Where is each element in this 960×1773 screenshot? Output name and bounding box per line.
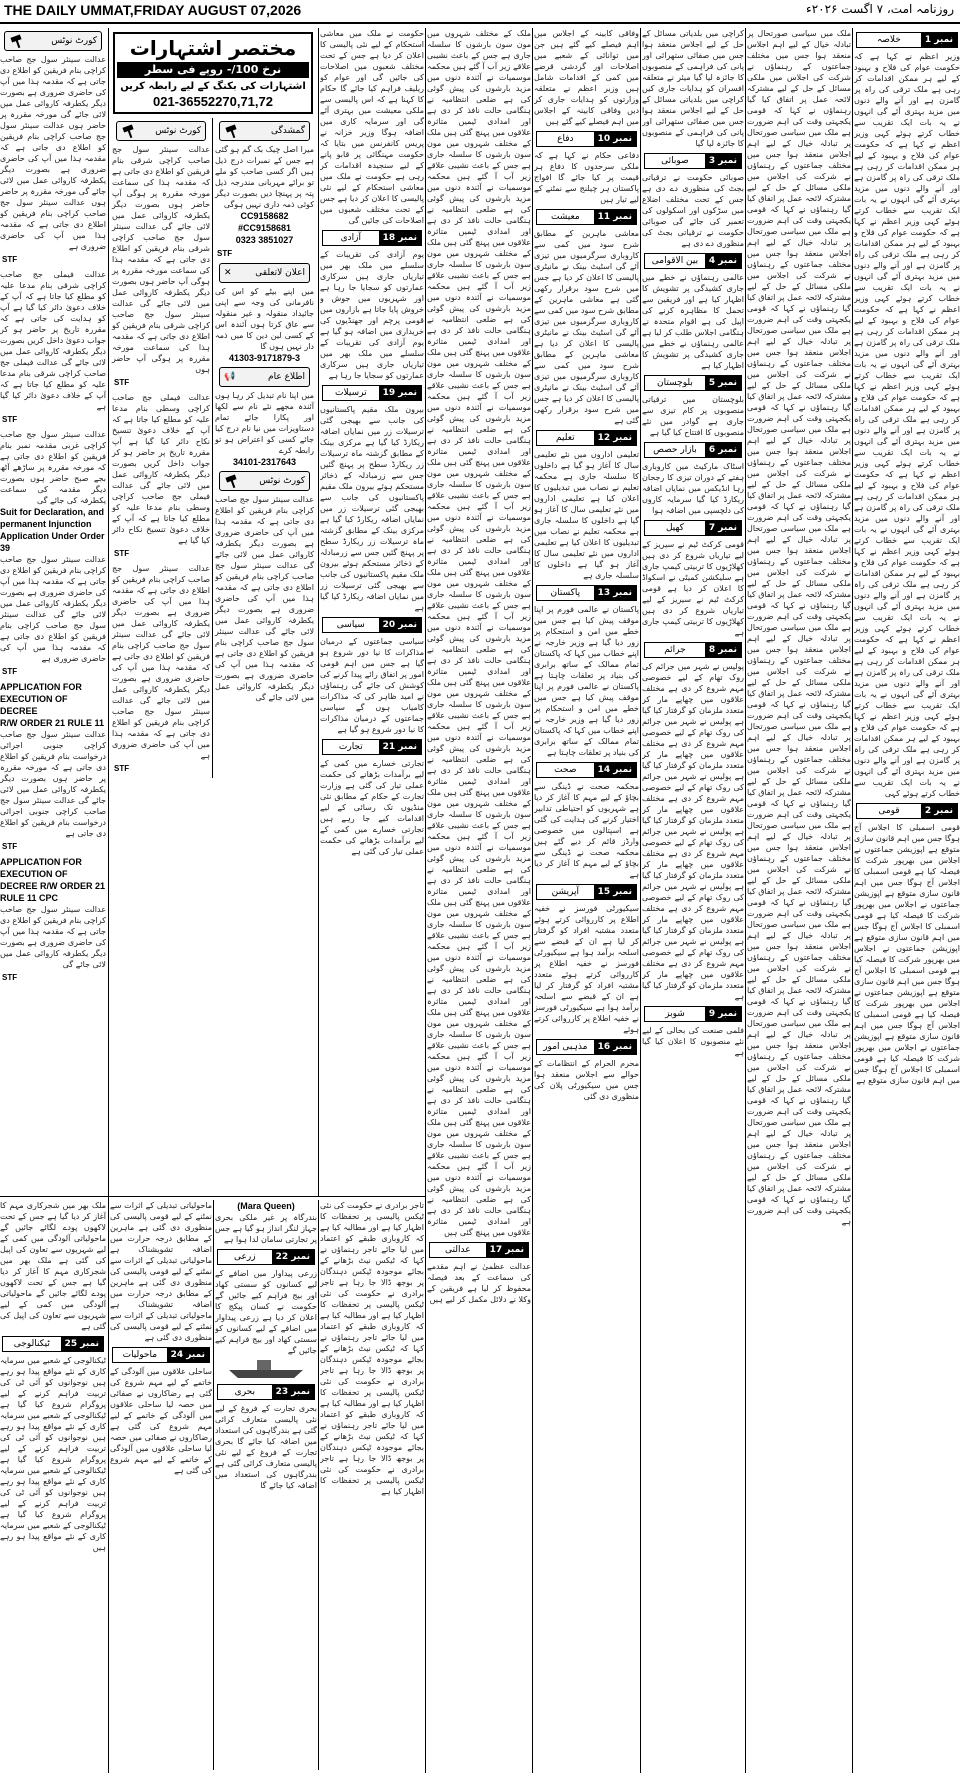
section-label: نمبر 24 ماحولیات (112, 1347, 210, 1363)
notice-text: عدالت سینئر سول جج صاحب کراچی بنام فریقین کو اطلاع دی جاتی ہے کہ مقدمہ ہذا میں آپ کی حاضری ضروری ہے بصورت دیگر یکطرفہ کاروائی عمل میں لائی جائے گی مورخہ مقررہ پر حاضر ہوں عدالت سینئر سول جج صاحب کراچی بنام فریقین کو اطلاع دی جاتی ہے کہ مقدمہ ہذا میں آپ کی حاضری ضروری ہے بصورت دیگر یکطرفہ کاروائی عمل میں لائی جائے گی مورخہ مقررہ پر حاضر ہوں عدالت سینئر سول جج صاحب کراچی بنام فریقین کو اطلاع دی جاتی ہے کہ مقدمہ ہذا میں آپ کی حاضری ضروری ہے (0, 55, 106, 251)
column-rule (318, 28, 319, 1196)
section-label: نمبر 21 تجارت (322, 739, 422, 755)
section-label: نمبر 9 شوبز (644, 1006, 742, 1022)
bottom-column-2: ماحولیاتی تبدیلی کے اثرات سے نمٹنے کے لیے قومی پالیسی کی منظوری دی گئی ہے ماہرین کے مطابق درجہ حرارت میں اضافہ تشویشناک ہے ماحولیاتی تبدیلی کے اثرات سے نمٹنے کے لیے قومی پالیسی کی منظوری دی گئی ہے ماہرین کے مطابق درجہ حرارت میں اضافہ تشویشناک ہے ماحولیاتی تبدیلی کے اثرات سے نمٹنے کے لیے قومی پالیسی کی منظوری دی گئی ہے نمبر 24 ماحولیات ساحلی علاقوں میں آلودگی کے خاتمے کے لیے مہم شروع کی گئی ہے رضاکاروں نے صفائی میں حصہ لیا ساحلی علاقوں میں آلودگی کے خاتمے کے لیے مہم شروع کی گئی ہے رضاکاروں نے صفائی میں حصہ لیا ساحلی علاقوں میں آلودگی کے خاتمے کے لیے مہم شروع کی گئی ہے (110, 1201, 212, 1475)
gavel-icon (224, 125, 242, 137)
column-rule (318, 1200, 319, 1770)
section-label: نمبر 22 زرعی (217, 1249, 315, 1265)
ad-rate: نرخ 100/- روپے فی سطر (117, 62, 309, 78)
section-label: نمبر 15 آپریشن (536, 884, 637, 900)
section-label: نمبر 19 ترسیلات (322, 385, 422, 401)
cross-icon: ✕ (224, 267, 232, 278)
ad-booking-text: اشتہارات کی بکنگ کے لیے رابطہ کریں (120, 81, 306, 92)
ad-title: مختصر اشتہارات (129, 36, 297, 60)
section-label: نمبر 14 صحت (536, 762, 637, 778)
news-column-7: ملک میں سیاسی صورتحال پر تبادلہ خیال کے لیے اہم اجلاس منعقد ہوا جس میں مختلف جماعتوں کے رہنماؤں نے شرکت کی اجلاس میں ملکی مسائل کے حل کے لیے مشترکہ لائحہ عمل پر اتفاق کیا گیا رہنماؤں نے کہا کہ قومی یکجہتی وقت کی اہم ضرورت ہے ملک میں سیاسی صورتحال پر تبادلہ خیال کے لیے اہم اجلاس منعقد ہوا جس میں مختلف جماعتوں کے رہنماؤں نے شرکت کی اجلاس میں ملکی مسائل کے حل کے لیے مشترکہ لائحہ عمل پر اتفاق کیا گیا رہنماؤں نے کہا کہ قومی یکجہتی وقت کی اہم ضرورت ہے ملک میں سیاسی صورتحال پر تبادلہ خیال کے لیے اہم اجلاس منعقد ہوا جس میں مختلف جماعتوں کے رہنماؤں نے شرکت کی اجلاس میں ملکی مسائل کے حل کے لیے مشترکہ لائحہ عمل پر اتفاق کیا گیا رہنماؤں نے کہا کہ قومی یکجہتی وقت کی اہم ضرورت ہے ملک میں سیاسی صورتحال پر تبادلہ خیال کے لیے اہم اجلاس منعقد ہوا جس میں مختلف جماعتوں کے رہنماؤں نے شرکت کی اجلاس میں ملکی مسائل کے حل کے لیے مشترکہ لائحہ عمل پر اتفاق کیا گیا رہنماؤں نے کہا کہ قومی یکجہتی وقت کی اہم ضرورت ہے ملک میں سیاسی صورتحال پر تبادلہ خیال کے لیے اہم اجلاس منعقد ہوا جس میں مختلف جماعتوں کے رہنماؤں نے شرکت کی اجلاس میں ملکی مسائل کے حل کے لیے مشترکہ لائحہ عمل پر اتفاق کیا گیا رہنماؤں نے کہا کہ قومی یکجہتی وقت کی اہم ضرورت ہے ملک میں سیاسی صورتحال پر تبادلہ خیال کے لیے اہم اجلاس منعقد ہوا جس میں مختلف جماعتوں کے رہنماؤں نے شرکت کی اجلاس میں ملکی مسائل کے حل کے لیے مشترکہ لائحہ عمل پر اتفاق کیا گیا رہنماؤں نے کہا کہ قومی یکجہتی وقت کی اہم ضرورت ہے ملک میں سیاسی صورتحال پر تبادلہ خیال کے لیے اہم اجلاس منعقد ہوا جس میں مختلف جماعتوں کے رہنماؤں نے شرکت کی اجلاس میں ملکی مسائل کے حل کے لیے مشترکہ لائحہ عمل پر اتفاق کیا گیا رہنماؤں نے کہا کہ قومی یکجہتی وقت کی اہم ضرورت ہے ملک میں سیاسی صورتحال پر تبادلہ خیال کے لیے اہم اجلاس منعقد ہوا جس میں مختلف جماعتوں کے رہنماؤں نے شرکت کی اجلاس میں ملکی مسائل کے حل کے لیے مشترکہ لائحہ عمل پر اتفاق کیا گیا رہنماؤں نے کہا کہ قومی یکجہتی وقت کی اہم ضرورت ہے ملک میں سیاسی صورتحال پر تبادلہ خیال کے لیے اہم اجلاس منعقد ہوا جس میں مختلف جماعتوں کے رہنماؤں نے شرکت کی اجلاس میں ملکی مسائل کے حل کے لیے مشترکہ لائحہ عمل پر اتفاق کیا گیا رہنماؤں نے کہا کہ قومی یکجہتی وقت کی اہم ضرورت ہے ملک میں سیاسی صورتحال پر تبادلہ خیال کے لیے اہم اجلاس منعقد ہوا جس میں مختلف جماعتوں کے رہنماؤں نے شرکت کی اجلاس میں ملکی مسائل کے حل کے لیے مشترکہ لائحہ عمل پر اتفاق کیا گیا رہنماؤں نے کہا کہ قومی یکجہتی وقت کی اہم ضرورت ہے ملک میں سیاسی صورتحال پر تبادلہ خیال کے لیے اہم اجلاس منعقد ہوا جس میں مختلف جماعتوں کے رہنماؤں نے شرکت کی اجلاس میں ملکی مسائل کے حل کے لیے مشترکہ لائحہ عمل پر اتفاق کیا گیا رہنماؤں نے کہا کہ قومی یکجہتی وقت کی اہم ضرورت ہے ملک میں سیاسی صورتحال پر تبادلہ خیال کے لیے اہم اجلاس منعقد ہوا جس میں مختلف جماعتوں کے رہنماؤں نے شرکت کی اجلاس میں ملکی مسائل کے حل کے لیے مشترکہ لائحہ عمل پر اتفاق کیا گیا رہنماؤں نے کہا کہ قومی یکجہتی وقت کی اہم ضرورت ہے (747, 29, 851, 1226)
section-label: نمبر 25 ٹیکنالوجی (2, 1336, 104, 1352)
column-rule (213, 1200, 214, 1770)
bottom-column-3: (Mara Queen) بندرگاہ پر غیر ملکی بحری جہاز لنگر انداز ہو گیا ہے جس پر تجارتی سامان لدا ہوا ہے نمبر 22 زرعی زرعی پیداوار میں اضافے کے لیے کسانوں کو سستی کھاد اور بیج فراہم کیے جائیں گے حکومت نے کسان پیکج کا اعلان کر دیا ہے زرعی پیداوار میں اضافے کے لیے کسانوں کو سستی کھاد اور بیج فراہم کیے جائیں گے نمبر 23 بحری بحری تجارت کے فروغ کے لیے نئی پالیسی متعارف کرائی گئی ہے بندرگاہوں کی استعداد میں اضافہ کیا جائے گا بحری تجارت کے فروغ کے لیے نئی پالیسی متعارف کرائی گئی ہے بندرگاہوں کی استعداد میں اضافہ کیا جائے گا (215, 1201, 317, 1490)
section-divider (0, 1196, 425, 1197)
lost-cheque-header: گمشدگی (219, 121, 310, 141)
section-label: نمبر 10 دفاع (536, 131, 637, 147)
court-notices-column: کورٹ نوٹس عدالت سینئر سول جج صاحب کراچی بنام فریقین کو اطلاع دی جاتی ہے کہ مقدمہ ہذا میں آپ کی حاضری ضروری ہے بصورت دیگر یکطرفہ کاروائی عمل میں لائی جائے گی مورخہ مقررہ پر حاضر ہوں عدالت سینئر سول جج صاحب کراچی بنام فریقین کو اطلاع دی جاتی ہے کہ مقدمہ ہذا میں آپ کی حاضری ضروری ہے بصورت دیگر یکطرفہ کاروائی عمل میں لائی جائے گی مورخہ مقررہ پر حاضر ہوں عدالت سینئر سول جج صاحب کراچی بنام فریقین کو اطلاع دی جاتی ہے کہ مقدمہ ہذا میں آپ کی حاضری ضروری ہے STF عدالت فیملی جج صاحب کراچی شرقی بنام مدعا علیہ کو مطلع کیا جاتا ہے کہ آپ کے خلاف دعویٰ دائر کیا گیا ہے آپ کو ہدایت کی جاتی ہے کہ مقررہ تاریخ پر حاضر ہو کر جواب دعویٰ داخل کریں بصورت دیگر یکطرفہ کاروائی عمل میں لائی جائے گی عدالت فیملی جج صاحب کراچی شرقی بنام مدعا علیہ کو مطلع کیا جاتا ہے کہ آپ کے خلاف دعویٰ دائر کیا گیا ہے STF عدالت سینئر سول جج صاحب کراچی غربی مقدمہ نمبر بنام فریقین کو اطلاع دی جاتی ہے کہ مورخہ مقررہ پر ساڑھے آٹھ بجے صبح حاضر ہوں بصورت دیگر مقدمہ کی سماعت یکطرفہ کی جائے گی Suit for Declaration, and permanent Injunction Application Under Order 39 عدالت سینئر سول جج صاحب کراچی بنام فریقین کو اطلاع دی جاتی ہے کہ مقدمہ ہذا میں آپ کی حاضری ضروری ہے بصورت دیگر یکطرفہ کاروائی عمل میں لائی جائے گی عدالت سینئر سول جج صاحب کراچی بنام فریقین کو اطلاع دی جاتی ہے کہ مقدمہ ہذا میں آپ کی حاضری ضروری ہے STF APPLICATION FOR EXECUTION OF DECREE R/W ORDER 21 RULE 11 عدالت سینئر سول جج صاحب کراچی جنوبی اجرائی درخواست بنام فریقین کو اطلاع دی جاتی ہے کہ مورخہ مقررہ پر حاضر ہوں بصورت دیگر یکطرفہ کاروائی عمل میں لائی جائے گی عدالت سینئر سول جج صاحب کراچی جنوبی اجرائی درخواست بنام فریقین کو اطلاع دی جاتی ہے STF APPLICATION FOR EXECUTION OF DECREE R/W ORDER 21 RULE 11 CPC عدالت سینئر سول جج صاحب کراچی بنام فریقین کو اطلاع دی جاتی ہے کہ مقدمہ ہذا میں آپ کی حاضری ضروری ہے بصورت دیگر یکطرفہ کاروائی عمل میں لائی جائے گی STF (0, 28, 106, 1196)
section-label: نمبر 11 معیشت (536, 209, 637, 225)
section-label: نمبر 2 قومی (856, 803, 958, 819)
section-label: نمبر 23 بحری (217, 1384, 315, 1400)
name-change-header: اطلاع عام 📢 (219, 367, 310, 387)
section-label: نمبر 17 عدالتی (429, 1242, 529, 1258)
classifieds-column: مختصر اشتہارات نرخ 100/- روپے فی سطر اشتہارات کی بکنگ کے لیے رابطہ کریں 021-36552270,71,72 گمشدگی میرا اصل چیک بک گم ہو گئی ہے جس کے نمبرات درج ذیل ہیں اگر کسی صاحب کو ملے تو برائے مہربانی مندرجہ ذیل پتہ پر پہنچا دیں بصورت دیگر کوئی ذمہ داری نہیں ہوگی CC9158682 #CC9158681 0323 3851027 STF اعلان لاتعلقی ✕ میں اپنے بیٹے کو اس کی نافرمانی کی وجہ سے اپنی جائیداد منقولہ و غیر منقولہ سے عاق کرتا ہوں آئندہ اس کے کسی لین دین کا میں ذمہ دار نہیں ہوں گا 41303-9171879-3 اطلاع عام 📢 میں اپنا نام تبدیل کر رہا ہوں آئندہ مجھے نئے نام سے لکھا اور پکارا جائے تمام دستاویزات میں نیا نام درج کیا جائے کسی کو اعتراض ہو تو رابطہ کرے 34101-2317643 کورٹ نوٹس عدالت سینئر سول جج صاحب کراچی بنام فریقین کو اطلاع دی جاتی ہے کہ مقدمہ ہذا میں آپ کی حاضری ضروری ہے بصورت دیگر یکطرفہ کاروائی عمل میں لائی جائے گی عدالت سینئر سول جج صاحب کراچی بنام فریقین کو اطلاع دی جاتی ہے کہ مقدمہ ہذا میں آپ کی حاضری ضروری ہے بصورت دیگر یکطرفہ کاروائی عمل میں لائی جائے گی عدالت سینئر سول جج صاحب کراچی بنام فریقین کو اطلاع دی جاتی ہے کہ مقدمہ ہذا میں آپ کی حاضری ضروری ہے بصورت دیگر یکطرفہ کاروائی عمل میں لائی جائے گی کورٹ نوٹس عدالت سینئر سول جج صاحب کراچی شرقی بنام فریقین کو اطلاع دی جاتی ہے کہ مقدمہ ہذا کی سماعت مورخہ مقررہ پر ہوگی آپ حاضر ہوں بصورت دیگر یکطرفہ کاروائی عمل میں لائی جائے گی عدالت سینئر سول جج صاحب کراچی شرقی بنام فریقین کو اطلاع دی جاتی ہے کہ مقدمہ ہذا کی سماعت مورخہ مقررہ پر ہوگی آپ حاضر ہوں بصورت دیگر یکطرفہ کاروائی عمل میں لائی جائے گی عدالت سینئر سول جج صاحب کراچی شرقی بنام فریقین کو اطلاع دی جاتی ہے کہ مقدمہ ہذا کی سماعت مورخہ مقررہ پر ہوگی آپ حاضر ہوں STF عدالت فیملی جج صاحب کراچی وسطی بنام مدعا علیہ کو مطلع کیا جاتا ہے کہ آپ کے خلاف دعویٰ تنسیخ نکاح دائر کیا گیا ہے آپ مقررہ تاریخ پر حاضر ہو کر جواب داخل کریں بصورت دیگر یکطرفہ کاروائی عمل میں لائی جائے گی عدالت فیملی جج صاحب کراچی وسطی بنام مدعا علیہ کو مطلع کیا جاتا ہے کہ آپ کے خلاف دعویٰ تنسیخ نکاح دائر کیا گیا ہے STF عدالت سینئر سول جج صاحب کراچی بنام فریقین کو اطلاع دی جاتی ہے کہ مقدمہ ہذا میں آپ کی حاضری ضروری ہے بصورت دیگر یکطرفہ کاروائی عمل میں لائی جائے گی عدالت سینئر سول جج صاحب کراچی بنام فریقین کو اطلاع دی جاتی ہے کہ مقدمہ ہذا میں آپ کی حاضری ضروری ہے بصورت دیگر یکطرفہ کاروائی عمل میں لائی جائے گی عدالت سینئر سول جج صاحب کراچی بنام فریقین کو اطلاع دی جاتی ہے کہ مقدمہ ہذا میں آپ کی حاضری ضروری ہے STF (110, 28, 316, 1196)
ship-icon (223, 1358, 309, 1380)
megaphone-icon: 📢 (224, 371, 236, 382)
section-label: نمبر 12 تعلیم (536, 430, 637, 446)
section-label: نمبر 4 بین الاقوامی (644, 253, 742, 269)
column-rule (425, 28, 426, 1773)
section-label: نمبر 13 پاکستان (536, 585, 637, 601)
court-notice-header: کورٹ نوٹس (219, 471, 310, 491)
announcement-header: اعلان لاتعلقی ✕ (219, 263, 310, 283)
section-label: نمبر 3 صوبائی (644, 153, 742, 169)
bottom-column-4: تاجر برادری نے حکومت کی نئی ٹیکس پالیسی پر تحفظات کا اظہار کیا ہے اور مطالبہ کیا ہے کہ کاروباری طبقے کو اعتماد میں لیا جائے تاجر رہنماؤں نے کہا کہ ٹیکس نیٹ بڑھانے کے بجائے موجودہ ٹیکس دہندگان پر بوجھ ڈالا جا رہا ہے تاجر برادری نے حکومت کی نئی ٹیکس پالیسی پر تحفظات کا اظہار کیا ہے اور مطالبہ کیا ہے کہ کاروباری طبقے کو اعتماد میں لیا جائے تاجر رہنماؤں نے کہا کہ ٹیکس نیٹ بڑھانے کے بجائے موجودہ ٹیکس دہندگان پر بوجھ ڈالا جا رہا ہے تاجر برادری نے حکومت کی نئی ٹیکس پالیسی پر تحفظات کا اظہار کیا ہے اور مطالبہ کیا ہے کہ کاروباری طبقے کو اعتماد میں لیا جائے تاجر رہنماؤں نے کہا کہ ٹیکس نیٹ بڑھانے کے بجائے موجودہ ٹیکس دہندگان پر بوجھ ڈالا جا رہا ہے تاجر برادری نے حکومت کی نئی ٹیکس پالیسی پر تحفظات کا اظہار کیا ہے (320, 1201, 424, 1496)
classified-ad-panel (113, 32, 313, 114)
gavel-icon (224, 475, 242, 487)
news-column-4: ملک کے مختلف شہروں میں مون سون بارشوں کا سلسلہ جاری ہے جس کے باعث نشیبی علاقے زیر آب آ گئے ہیں محکمہ موسمیات نے آئندہ دنوں میں مزید بارشوں کی پیش گوئی کی ہے ضلعی انتظامیہ نے ہنگامی حالت نافذ کر دی ہے اور امدادی ٹیمیں متاثرہ علاقوں میں پہنچ گئی ہیں ملک کے مختلف شہروں میں مون سون بارشوں کا سلسلہ جاری ہے جس کے باعث نشیبی علاقے زیر آب آ گئے ہیں محکمہ موسمیات نے آئندہ دنوں میں مزید بارشوں کی پیش گوئی کی ہے ضلعی انتظامیہ نے ہنگامی حالت نافذ کر دی ہے اور امدادی ٹیمیں متاثرہ علاقوں میں پہنچ گئی ہیں ملک کے مختلف شہروں میں مون سون بارشوں کا سلسلہ جاری ہے جس کے باعث نشیبی علاقے زیر آب آ گئے ہیں محکمہ موسمیات نے آئندہ دنوں میں مزید بارشوں کی پیش گوئی کی ہے ضلعی انتظامیہ نے ہنگامی حالت نافذ کر دی ہے اور امدادی ٹیمیں متاثرہ علاقوں میں پہنچ گئی ہیں ملک کے مختلف شہروں میں مون سون بارشوں کا سلسلہ جاری ہے جس کے باعث نشیبی علاقے زیر آب آ گئے ہیں محکمہ موسمیات نے آئندہ دنوں میں مزید بارشوں کی پیش گوئی کی ہے ضلعی انتظامیہ نے ہنگامی حالت نافذ کر دی ہے اور امدادی ٹیمیں متاثرہ علاقوں میں پہنچ گئی ہیں ملک کے مختلف شہروں میں مون سون بارشوں کا سلسلہ جاری ہے جس کے باعث نشیبی علاقے زیر آب آ گئے ہیں محکمہ موسمیات نے آئندہ دنوں میں مزید بارشوں کی پیش گوئی کی ہے ضلعی انتظامیہ نے ہنگامی حالت نافذ کر دی ہے اور امدادی ٹیمیں متاثرہ علاقوں میں پہنچ گئی ہیں ملک کے مختلف شہروں میں مون سون بارشوں کا سلسلہ جاری ہے جس کے باعث نشیبی علاقے زیر آب آ گئے ہیں محکمہ موسمیات نے آئندہ دنوں میں مزید بارشوں کی پیش گوئی کی ہے ضلعی انتظامیہ نے ہنگامی حالت نافذ کر دی ہے اور امدادی ٹیمیں متاثرہ علاقوں میں پہنچ گئی ہیں ملک کے مختلف شہروں میں مون سون بارشوں کا سلسلہ جاری ہے جس کے باعث نشیبی علاقے زیر آب آ گئے ہیں محکمہ موسمیات نے آئندہ دنوں میں مزید بارشوں کی پیش گوئی کی ہے ضلعی انتظامیہ نے ہنگامی حالت نافذ کر دی ہے اور امدادی ٹیمیں متاثرہ علاقوں میں پہنچ گئی ہیں ملک کے مختلف شہروں میں مون سون بارشوں کا سلسلہ جاری ہے جس کے باعث نشیبی علاقے زیر آب آ گئے ہیں محکمہ موسمیات نے آئندہ دنوں میں مزید بارشوں کی پیش گوئی کی ہے ضلعی انتظامیہ نے ہنگامی حالت نافذ کر دی ہے اور امدادی ٹیمیں متاثرہ علاقوں میں پہنچ گئی ہیں ملک کے مختلف شہروں میں مون سون بارشوں کا سلسلہ جاری ہے جس کے باعث نشیبی علاقے زیر آب آ گئے ہیں محکمہ موسمیات نے آئندہ دنوں میں مزید بارشوں کی پیش گوئی کی ہے ضلعی انتظامیہ نے ہنگامی حالت نافذ کر دی ہے اور امدادی ٹیمیں متاثرہ علاقوں میں پہنچ گئی ہیں ملک کے مختلف شہروں میں مون سون بارشوں کا سلسلہ جاری ہے جس کے باعث نشیبی علاقے زیر آب آ گئے ہیں محکمہ موسمیات نے آئندہ دنوں میں مزید بارشوں کی پیش گوئی کی ہے ضلعی انتظامیہ نے ہنگامی حالت نافذ کر دی ہے اور امدادی ٹیمیں متاثرہ علاقوں میں پہنچ گئی ہیں ملک کے مختلف شہروں میں مون سون بارشوں کا سلسلہ جاری ہے جس کے باعث نشیبی علاقے زیر آب آ گئے ہیں محکمہ موسمیات نے آئندہ دنوں میں مزید بارشوں کی پیش گوئی کی ہے ضلعی انتظامیہ نے ہنگامی حالت نافذ کر دی ہے اور امدادی ٹیمیں متاثرہ علاقوں میں پہنچ گئی ہیں نمبر 17 عدالتی عدالت عظمیٰ نے اہم مقدمے کی سماعت کے بعد فیصلہ محفوظ کر لیا ہے فریقین کے وکلا نے دلائل مکمل کر لیے ہیں (427, 29, 531, 1304)
gavel-icon (9, 35, 27, 47)
column-rule (745, 28, 746, 1773)
section-label: نمبر 8 جرائم (644, 642, 742, 658)
ad-phone-number: 021-36552270,71,72 (152, 94, 273, 109)
column-rule (852, 28, 853, 1773)
section-label: نمبر 7 کھیل (644, 520, 742, 536)
news-column-3: حکومت نے ملک میں معاشی استحکام کے لیے نئی پالیسی کا اعلان کر دیا ہے جس کے تحت مختلف شعبوں میں اصلاحات کی جائیں گی اور عوام کو ریلیف فراہم کیا جائے گا حکام کا کہنا ہے کہ اس پالیسی سے ملکی معیشت میں بہتری آئے گی اور سرمایہ کاری میں اضافہ ہوگا وزیر خزانہ نے پریس کانفرنس میں بتایا کہ حکومت مہنگائی پر قابو پانے کے لیے سنجیدہ اقدامات کر رہی ہے حکومت نے ملک میں معاشی استحکام کے لیے نئی پالیسی کا اعلان کر دیا ہے جس کے تحت مختلف شعبوں میں اصلاحات کی جائیں گی نمبر 18 آزادی یوم آزادی کی تقریبات کے سلسلے میں ملک بھر میں تیاریاں جاری ہیں سرکاری عمارتوں کو سجایا جا رہا ہے اور شہریوں میں جوش و خروش پایا جاتا ہے بازاروں میں قومی پرچم اور جھنڈیوں کی خریداری میں اضافہ ہو گیا ہے یوم آزادی کی تقریبات کے سلسلے میں ملک بھر میں تیاریاں جاری ہیں سرکاری عمارتوں کو سجایا جا رہا ہے نمبر 19 ترسیلات بیرون ملک مقیم پاکستانیوں کی جانب سے بھیجی گئی ترسیلات زر میں نمایاں اضافہ ریکارڈ کیا گیا ہے مرکزی بینک کے مطابق گزشتہ ماہ ترسیلات زر ریکارڈ سطح پر پہنچ گئیں جس سے زرمبادلہ کے ذخائر مستحکم ہوئے بیرون ملک مقیم پاکستانیوں کی جانب سے بھیجی گئی ترسیلات زر میں نمایاں اضافہ ریکارڈ کیا گیا ہے مرکزی بینک کے مطابق گزشتہ ماہ ترسیلات زر ریکارڈ سطح پر پہنچ گئیں جس سے زرمبادلہ کے ذخائر مستحکم ہوئے بیرون ملک مقیم پاکستانیوں کی جانب سے بھیجی گئی ترسیلات زر میں نمایاں اضافہ ریکارڈ کیا گیا ہے نمبر 20 سیاسی سیاسی جماعتوں کے درمیان مذاکرات کا نیا دور شروع ہو گیا ہے جس میں اہم قومی امور پر اتفاق رائے پیدا کرنے کی کوشش کی جائے گی رہنماؤں نے امید ظاہر کی کہ مذاکرات کامیاب ہوں گے سیاسی جماعتوں کے درمیان مذاکرات کا نیا دور شروع ہو گیا ہے نمبر 21 تجارت تجارتی خسارے میں کمی کے لیے برآمدات بڑھانے کی حکمت عملی تیار کی گئی ہے وزارت تجارت کے حکام کے مطابق نئی منڈیوں تک رسائی کے لیے اقدامات کیے جا رہے ہیں تجارتی خسارے میں کمی کے لیے برآمدات بڑھانے کی حکمت عملی تیار کی گئی ہے (320, 29, 424, 856)
masthead (0, 0, 960, 24)
ship-name: (Mara Queen) (237, 1201, 295, 1211)
masthead-urdu-date: روزنامہ امت، ۷ اگست ۲۰۲۶ء (806, 2, 954, 16)
news-column-5: وفاقی کابینہ کے اجلاس میں اہم فیصلے کیے گئے ہیں جن میں توانائی کے شعبے میں اصلاحات اور گردشی قرضے میں کمی کے اقدامات شامل ہیں وزیر اعظم نے متعلقہ وزارتوں کو ہدایات جاری کر دیں وفاقی کابینہ کے اجلاس میں اہم فیصلے کیے گئے ہیں نمبر 10 دفاع دفاعی حکام نے کہا ہے کہ ملکی سرحدوں کا دفاع ہر قیمت پر کیا جائے گا افواج پاکستان ہر چیلنج سے نمٹنے کے لیے تیار ہیں نمبر 11 معیشت معاشی ماہرین کے مطابق شرح سود میں کمی سے کاروباری سرگرمیوں میں تیزی آئے گی اسٹیٹ بینک نے مانیٹری پالیسی کا اعلان کر دیا ہے جس میں شرح سود برقرار رکھی گئی ہے معاشی ماہرین کے مطابق شرح سود میں کمی سے کاروباری سرگرمیوں میں تیزی آئے گی اسٹیٹ بینک نے مانیٹری پالیسی کا اعلان کر دیا ہے معاشی ماہرین کے مطابق شرح سود میں کمی سے کاروباری سرگرمیوں میں تیزی آئے گی اسٹیٹ بینک نے مانیٹری پالیسی کا اعلان کر دیا ہے جس میں شرح سود برقرار رکھی گئی ہے نمبر 12 تعلیم تعلیمی اداروں میں نئے تعلیمی سال کا آغاز ہو گیا ہے داخلوں کا سلسلہ جاری ہے محکمہ تعلیم نے نصاب میں تبدیلیوں کا اعلان کیا ہے تعلیمی اداروں میں نئے تعلیمی سال کا آغاز ہو گیا ہے داخلوں کا سلسلہ جاری ہے محکمہ تعلیم نے نصاب میں تبدیلیوں کا اعلان کیا ہے تعلیمی اداروں میں نئے تعلیمی سال کا آغاز ہو گیا ہے داخلوں کا سلسلہ جاری ہے نمبر 13 پاکستان پاکستان نے عالمی فورم پر اپنا موقف پیش کیا ہے جس میں خطے میں امن و استحکام پر زور دیا گیا ہے وزیر خارجہ نے اپنے خطاب میں کہا کہ پاکستان تمام ممالک کے ساتھ برابری کی بنیاد پر تعلقات چاہتا ہے پاکستان نے عالمی فورم پر اپنا موقف پیش کیا ہے جس میں خطے میں امن و استحکام پر زور دیا گیا ہے وزیر خارجہ نے اپنے خطاب میں کہا کہ پاکستان تمام ممالک کے ساتھ برابری کی بنیاد پر تعلقات چاہتا ہے نمبر 14 صحت محکمہ صحت نے ڈینگی سے بچاؤ کے لیے مہم کا آغاز کر دیا ہے شہریوں کو احتیاطی تدابیر اختیار کرنے کی ہدایت کی گئی ہے اسپتالوں میں خصوصی وارڈز قائم کر دیے گئے ہیں محکمہ صحت نے ڈینگی سے بچاؤ کے لیے مہم کا آغاز کر دیا ہے نمبر 15 آپریشن سیکیورٹی فورسز نے خفیہ اطلاع پر کارروائی کرتے ہوئے متعدد مشتبہ افراد کو گرفتار کر لیا ہے ان کے قبضے سے اسلحہ برآمد ہوا ہے سیکیورٹی فورسز نے خفیہ اطلاع پر کارروائی کرتے ہوئے متعدد مشتبہ افراد کو گرفتار کر لیا ہے ان کے قبضے سے اسلحہ برآمد ہوا ہے سیکیورٹی فورسز نے خفیہ اطلاع پر کارروائی کرتے ہوئے نمبر 16 مذہبی امور محرم الحرام کے انتظامات کے حوالے سے اجلاس منعقد ہوا جس میں سیکیورٹی پلان کی منظوری دی گئی (534, 29, 639, 1101)
bottom-column-1: ملک بھر میں شجرکاری مہم کا آغاز کر دیا گیا ہے جس کے تحت لاکھوں پودے لگائے جائیں گے ماحولیاتی آلودگی میں کمی کے لیے شہریوں سے تعاون کی اپیل کی گئی ہے ملک بھر میں شجرکاری مہم کا آغاز کر دیا گیا ہے جس کے تحت لاکھوں پودے لگائے جائیں گے ماحولیاتی آلودگی میں کمی کے لیے شہریوں سے تعاون کی اپیل کی گئی ہے نمبر 25 ٹیکنالوجی ٹیکنالوجی کے شعبے میں سرمایہ کاری کے نئے مواقع پیدا ہو رہے ہیں نوجوانوں کو آئی ٹی کی تربیت فراہم کرنے کے لیے پروگرام شروع کیا گیا ہے ٹیکنالوجی کے شعبے میں سرمایہ کاری کے نئے مواقع پیدا ہو رہے ہیں نوجوانوں کو آئی ٹی کی تربیت فراہم کرنے کے لیے پروگرام شروع کیا گیا ہے ٹیکنالوجی کے شعبے میں سرمایہ کاری کے نئے مواقع پیدا ہو رہے ہیں نوجوانوں کو آئی ٹی کی تربیت فراہم کرنے کے لیے پروگرام شروع کیا گیا ہے ٹیکنالوجی کے شعبے میں سرمایہ کاری کے نئے مواقع پیدا ہو رہے ہیں (0, 1201, 106, 1552)
news-column-8: نمبر 1 خلاصہ وزیر اعظم نے کہا ہے کہ حکومت عوام کی فلاح و بہبود کے لیے ہر ممکن اقدامات کر رہی ہے ملک ترقی کی راہ پر گامزن ہے اور آنے والے دنوں میں مزید بہتری آئے گی انہوں نے یہ بات ایک تقریب سے خطاب کرتے ہوئے کہی وزیر اعظم نے کہا ہے کہ حکومت عوام کی فلاح و بہبود کے لیے ہر ممکن اقدامات کر رہی ہے ملک ترقی کی راہ پر گامزن ہے اور آنے والے دنوں میں مزید بہتری آئے گی انہوں نے یہ بات ایک تقریب سے خطاب کرتے ہوئے کہی وزیر اعظم نے کہا ہے کہ حکومت عوام کی فلاح و بہبود کے لیے ہر ممکن اقدامات کر رہی ہے ملک ترقی کی راہ پر گامزن ہے اور آنے والے دنوں میں مزید بہتری آئے گی انہوں نے یہ بات ایک تقریب سے خطاب کرتے ہوئے کہی وزیر اعظم نے کہا ہے کہ حکومت عوام کی فلاح و بہبود کے لیے ہر ممکن اقدامات کر رہی ہے ملک ترقی کی راہ پر گامزن ہے اور آنے والے دنوں میں مزید بہتری آئے گی انہوں نے یہ بات ایک تقریب سے خطاب کرتے ہوئے کہی وزیر اعظم نے کہا ہے کہ حکومت عوام کی فلاح و بہبود کے لیے ہر ممکن اقدامات کر رہی ہے ملک ترقی کی راہ پر گامزن ہے اور آنے والے دنوں میں مزید بہتری آئے گی انہوں نے یہ بات ایک تقریب سے خطاب کرتے ہوئے کہی وزیر اعظم نے کہا ہے کہ حکومت عوام کی فلاح و بہبود کے لیے ہر ممکن اقدامات کر رہی ہے ملک ترقی کی راہ پر گامزن ہے اور آنے والے دنوں میں مزید بہتری آئے گی انہوں نے یہ بات ایک تقریب سے خطاب کرتے ہوئے کہی وزیر اعظم نے کہا ہے کہ حکومت عوام کی فلاح و بہبود کے لیے ہر ممکن اقدامات کر رہی ہے ملک ترقی کی راہ پر گامزن ہے اور آنے والے دنوں میں مزید بہتری آئے گی انہوں نے یہ بات ایک تقریب سے خطاب کرتے ہوئے کہی وزیر اعظم نے کہا ہے کہ حکومت عوام کی فلاح و بہبود کے لیے ہر ممکن اقدامات کر رہی ہے ملک ترقی کی راہ پر گامزن ہے اور آنے والے دنوں میں مزید بہتری آئے گی انہوں نے یہ بات ایک تقریب سے خطاب کرتے ہوئے کہی وزیر اعظم نے کہا ہے کہ حکومت عوام کی فلاح و بہبود کے لیے ہر ممکن اقدامات کر رہی ہے ملک ترقی کی راہ پر گامزن ہے اور آنے والے دنوں میں مزید بہتری آئے گی انہوں نے یہ بات ایک تقریب سے خطاب کرتے ہوئے کہی نمبر 2 قومی قومی اسمبلی کا اجلاس آج ہوگا جس میں اہم قانون سازی متوقع ہے اپوزیشن جماعتوں نے اجلاس میں بھرپور شرکت کا فیصلہ کیا ہے قومی اسمبلی کا اجلاس آج ہوگا جس میں اہم قانون سازی متوقع ہے اپوزیشن جماعتوں نے اجلاس میں بھرپور شرکت کا فیصلہ کیا ہے قومی اسمبلی کا اجلاس آج ہوگا جس میں اہم قانون سازی متوقع ہے اپوزیشن جماعتوں نے اجلاس میں بھرپور شرکت کا فیصلہ کیا ہے قومی اسمبلی کا اجلاس آج ہوگا جس میں اہم قانون سازی متوقع ہے اپوزیشن جماعتوں نے اجلاس میں بھرپور شرکت کا فیصلہ کیا ہے قومی اسمبلی کا اجلاس آج ہوگا جس میں اہم قانون سازی متوقع ہے اپوزیشن جماعتوں نے اجلاس میں بھرپور شرکت کا فیصلہ کیا ہے قومی اسمبلی کا اجلاس آج ہوگا جس میں اہم قانون سازی متوقع ہے (854, 28, 960, 1773)
gavel-icon (121, 125, 139, 137)
masthead-english-date: THE DAILY UMMAT,FRIDAY AUGUST 07,2026 (4, 2, 302, 18)
news-column-6: کراچی میں بلدیاتی مسائل کے حل کے لیے اجلاس منعقد ہوا جس میں صفائی ستھرائی اور پانی کی فراہمی کے منصوبوں کا جائزہ لیا گیا میئر نے متعلقہ افسران کو ہدایات جاری کیں کراچی میں بلدیاتی مسائل کے حل کے لیے اجلاس منعقد ہوا جس میں صفائی ستھرائی اور پانی کی فراہمی کے منصوبوں کا جائزہ لیا گیا نمبر 3 صوبائی صوبائی حکومت نے ترقیاتی بجٹ کی منظوری دے دی ہے جس کے تحت مختلف اضلاع میں سڑکوں اور اسکولوں کی تعمیر کی جائے گی صوبائی حکومت نے ترقیاتی بجٹ کی منظوری دے دی ہے نمبر 4 بین الاقوامی عالمی رہنماؤں نے خطے میں جاری کشیدگی پر تشویش کا اظہار کیا ہے اور فریقین سے تحمل کا مظاہرہ کرنے کی اپیل کی ہے اقوام متحدہ نے ہنگامی اجلاس طلب کر لیا ہے عالمی رہنماؤں نے خطے میں جاری کشیدگی پر تشویش کا اظہار کیا ہے نمبر 5 بلوچستان بلوچستان میں ترقیاتی منصوبوں پر کام تیزی سے جاری ہے گوادر میں نئے منصوبوں کا افتتاح کیا گیا ہے نمبر 6 بازار حصص اسٹاک مارکیٹ میں کاروباری ہفتے کے دوران تیزی کا رجحان رہا انڈیکس میں نمایاں اضافہ ریکارڈ کیا گیا سرمایہ کاروں کی دلچسپی میں اضافہ ہوا نمبر 7 کھیل قومی کرکٹ ٹیم نے سیریز کے لیے تیاریاں شروع کر دی ہیں کھلاڑیوں کا تربیتی کیمپ جاری ہے سلیکشن کمیٹی نے اسکواڈ کا اعلان کر دیا ہے قومی کرکٹ ٹیم نے سیریز کے لیے تیاریاں شروع کر دی ہیں کھلاڑیوں کا تربیتی کیمپ جاری ہے نمبر 8 جرائم پولیس نے شہر میں جرائم کی روک تھام کے لیے خصوصی مہم شروع کر دی ہے مختلف علاقوں میں چھاپے مار کر متعدد ملزمان کو گرفتار کیا گیا ہے پولیس نے شہر میں جرائم کی روک تھام کے لیے خصوصی مہم شروع کر دی ہے مختلف علاقوں میں چھاپے مار کر متعدد ملزمان کو گرفتار کیا گیا ہے پولیس نے شہر میں جرائم کی روک تھام کے لیے خصوصی مہم شروع کر دی ہے مختلف علاقوں میں چھاپے مار کر متعدد ملزمان کو گرفتار کیا گیا ہے پولیس نے شہر میں جرائم کی روک تھام کے لیے خصوصی مہم شروع کر دی ہے مختلف علاقوں میں چھاپے مار کر متعدد ملزمان کو گرفتار کیا گیا ہے پولیس نے شہر میں جرائم کی روک تھام کے لیے خصوصی مہم شروع کر دی ہے مختلف علاقوں میں چھاپے مار کر متعدد ملزمان کو گرفتار کیا گیا ہے پولیس نے شہر میں جرائم کی روک تھام کے لیے خصوصی مہم شروع کر دی ہے مختلف علاقوں میں چھاپے مار کر متعدد ملزمان کو گرفتار کیا گیا ہے نمبر 9 شوبز فلمی صنعت کی بحالی کے لیے نئے منصوبوں کا اعلان کیا گیا ہے (642, 29, 744, 1057)
section-label: نمبر 18 آزادی (322, 230, 422, 246)
court-notice-header: کورٹ نوٹس (4, 31, 102, 51)
section-label: نمبر 6 بازار حصص (644, 442, 742, 458)
section-label: نمبر 1 خلاصہ (856, 32, 958, 48)
section-label: نمبر 5 بلوچستان (644, 375, 742, 391)
column-rule (640, 28, 641, 1773)
column-rule (532, 28, 533, 1773)
column-rule (108, 28, 109, 1773)
section-label: نمبر 16 مذہبی امور (536, 1039, 637, 1055)
section-label: نمبر 20 سیاسی (322, 617, 422, 633)
court-notice-header: کورٹ نوٹس (116, 121, 206, 141)
